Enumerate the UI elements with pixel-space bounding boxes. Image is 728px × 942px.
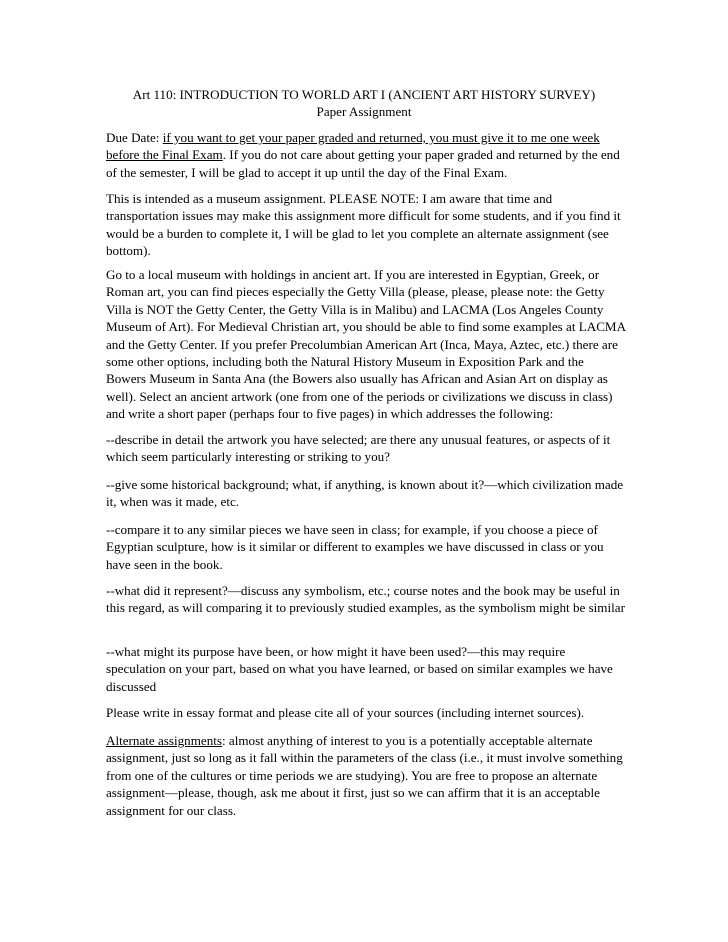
due-date-paragraph [106,129,626,181]
due-date-rest: . If you do not care about getting your paper graded and returned by the end of the semester, I will be glad to accept it up until the day of the Final Exam. [106,147,620,180]
due-date-underlined: if you want to get your paper graded and returned, you must give it to me one week before the Final Exam [106,130,600,163]
point-background: --give some historical background; what, if anything, is known about it?—which civilization made it, when was it made, etc. [106,477,624,510]
alternate-paragraph [106,732,626,819]
point-describe: --describe in detail the artwork you have selected; are there any unusual features, or aspects of it which seem particularly interesting or striking to you? [106,432,611,465]
point-represent: --what did it represent?—discuss any symbolism, etc.; course notes and the book may be useful in this regard, as will comparing it to previously studied examples, as the symbolism might be similar [106,583,625,616]
course-title: Art 110: INTRODUCTION TO WORLD ART I (ANCIENT ART HISTORY SURVEY) [132,87,596,102]
due-date-label: Due Date: [106,130,163,145]
alternate-label: Alternate assignments [106,733,222,748]
assignment-title: Paper Assignment [316,104,412,119]
point-compare: --compare it to any similar pieces we have seen in class; for example, if you choose a piece of Egyptian sculpture, how is it similar or different to examples we have discussed in class or you have seen in the book. [106,522,604,572]
museum-note-paragraph: This is intended as a museum assignment. PLEASE NOTE: I am aware that time and transportation issues may make this assignment more difficult for some students, and if you find it would be a burden to complete it, I will be glad to let you complete an alternate assignment (see bottom). [106,191,621,259]
alternate-text: : almost anything of interest to you is a potentially acceptable alternate assignment, just so long as it fall within the parameters of the class (i.e., it must involve something from one of the cultures or time periods we are studying). You are free to propose an alternate assignment—please, though, ask me about it first, just so we can affirm that it is an acceptable assignment for our class. [106,733,623,818]
instructions-paragraph: Go to a local museum with holdings in ancient art. If you are interested in Egyptian, Greek, or Roman art, you can find pieces especially the Getty Villa (please, please, please note: the Getty Villa is NOT the Getty Center, the Getty Villa is in Malibu) and LACMA (Los Angeles County Museum of Art). For Medieval Christian art, you should be able to find some examples at LACMA and the Getty Center. If you prefer Precolumbian American Art (Inca, Maya, Aztec, etc.) there are some other options, including both the Natural History Museum in Exposition Park and the Bowers Museum in Santa Ana (the Bowers also usually has African and Asian Art on display as well). Select an ancient artwork (one from one of the periods or civilizations we discuss in class) and write a short paper (perhaps four to five pages) in which addresses the following: [106,267,626,422]
essay-note-paragraph: Please write in essay format and please cite all of your sources (including internet sources). [106,705,585,720]
point-purpose: --what might its purpose have been, or how might it have been used?—this may require speculation on your part, based on what you have learned, or based on similar examples we have discussed [106,644,613,694]
